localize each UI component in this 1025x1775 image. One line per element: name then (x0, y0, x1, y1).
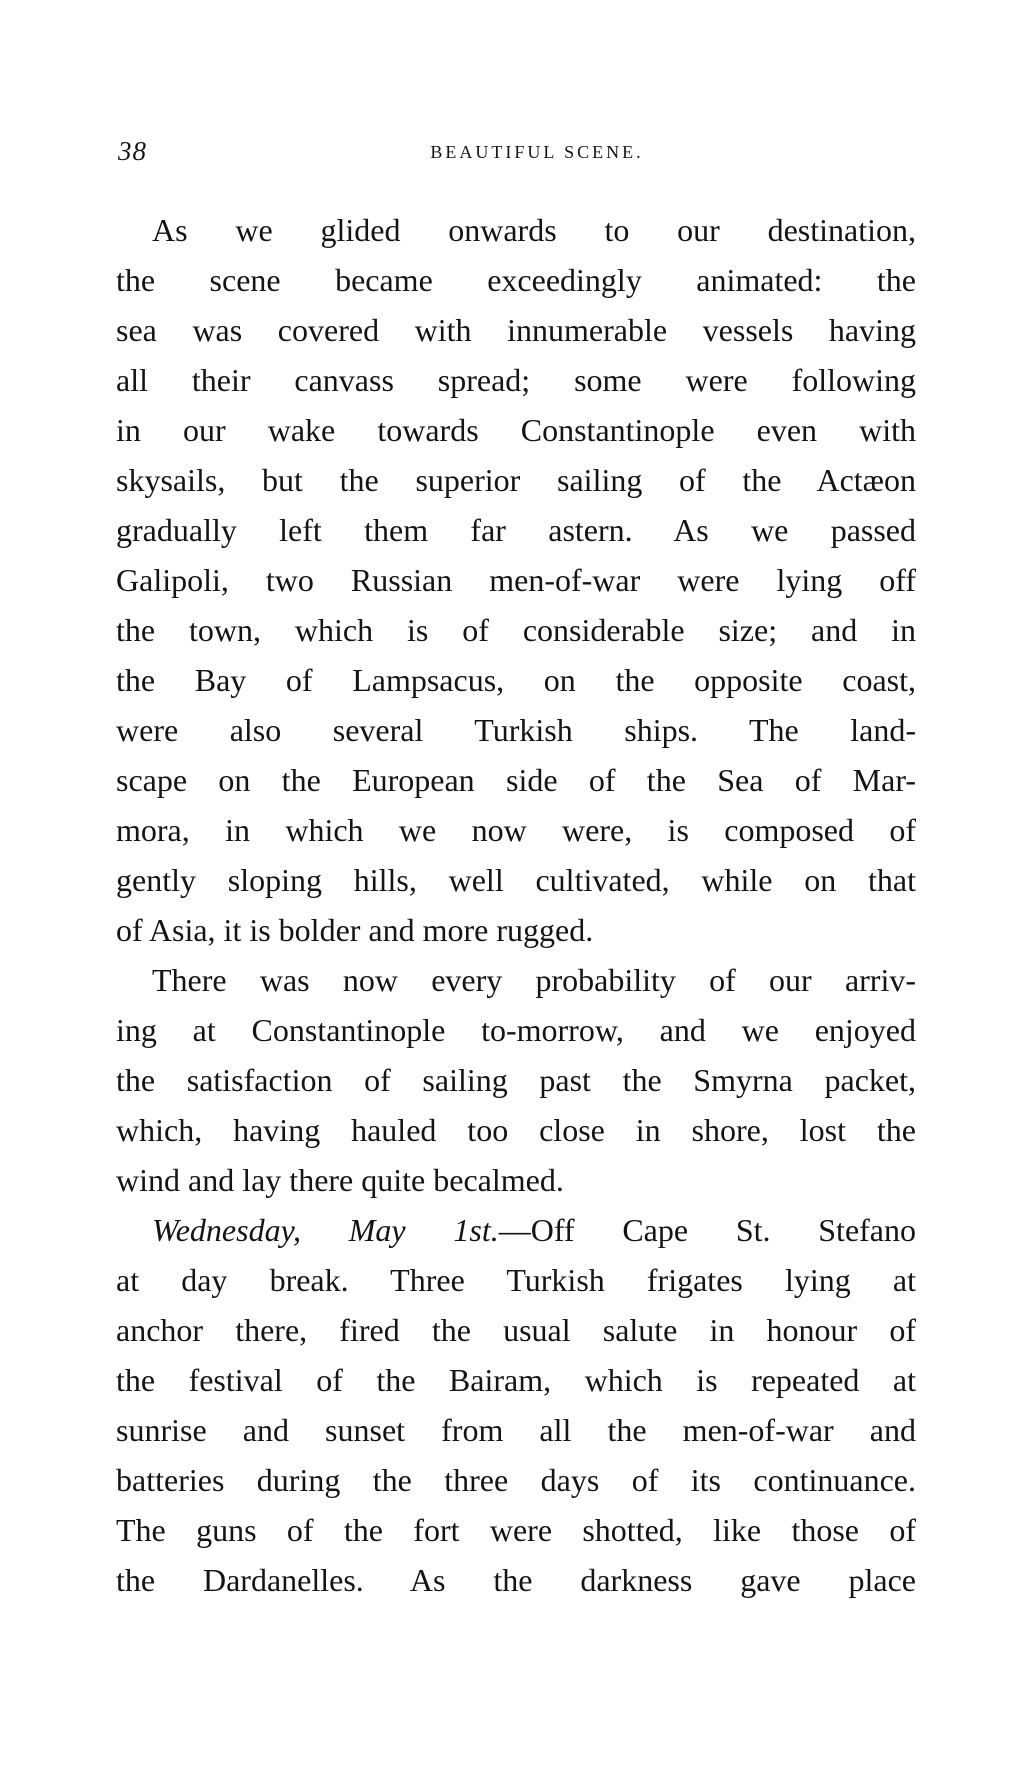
text-line: the Dardanelles. As the darkness gave place (116, 1562, 916, 1598)
text-line: the Bay of Lampsacus, on the opposite coast, (116, 662, 916, 698)
text-line: mora, in which we now were, is composed of (116, 812, 916, 848)
text-line: of Asia, it is bolder and more rugged. (116, 912, 594, 948)
text-line: skysails, but the superior sailing of the Actæon (116, 462, 916, 498)
text-line: There was now every probability of our arriv- (152, 962, 916, 998)
paragraph-1 (116, 205, 916, 955)
text-line: at day break. Three Turkish frigates lying at (116, 1262, 916, 1298)
text-line: sunrise and sunset from all the men-of-war and (116, 1412, 916, 1448)
page-number: 38 (118, 136, 147, 166)
diary-date: Wednesday, May 1st. (152, 1212, 499, 1248)
text-line: the satisfaction of sailing past the Smyrna packet, (116, 1062, 916, 1098)
text-line: which, having hauled too close in shore, lost the (116, 1112, 916, 1148)
text-line: sea was covered with innumerable vessels having (116, 312, 916, 348)
text-line (116, 1205, 916, 1255)
text-line: As we glided onwards to our destination, (152, 212, 916, 248)
text-line: all their canvass spread; some were following (116, 362, 916, 398)
text-line: batteries during the three days of its continuance. (116, 1462, 916, 1498)
text-line: were also several Turkish ships. The land- (116, 712, 916, 748)
text-line: ing at Constantinople to-morrow, and we enjoyed (116, 1012, 916, 1048)
page-header (118, 136, 916, 176)
text-line: the festival of the Bairam, which is repeated at (116, 1362, 916, 1398)
text-line: in our wake towards Constantinople even with (116, 412, 916, 448)
text-line: The guns of the fort were shotted, like those of (116, 1512, 916, 1548)
text-line: scape on the European side of the Sea of Mar- (116, 762, 916, 798)
text-run: —Off Cape St. Stefano (498, 1212, 916, 1248)
body-text (116, 205, 916, 1605)
text-line: gently sloping hills, well cultivated, while on that (116, 862, 916, 898)
text-line: gradually left them far astern. As we passed (116, 512, 916, 548)
text-line: the scene became exceedingly animated: the (116, 262, 916, 298)
text-line: wind and lay there quite becalmed. (116, 1162, 564, 1198)
paragraph-3 (116, 1205, 916, 1605)
running-head: BEAUTIFUL SCENE. (430, 142, 644, 162)
text-line: Galipoli, two Russian men-of-war were lying off (116, 562, 916, 598)
text-line: the town, which is of considerable size; and in (116, 612, 916, 648)
paragraph-2 (116, 955, 916, 1205)
text-line: anchor there, fired the usual salute in honour of (116, 1312, 916, 1348)
